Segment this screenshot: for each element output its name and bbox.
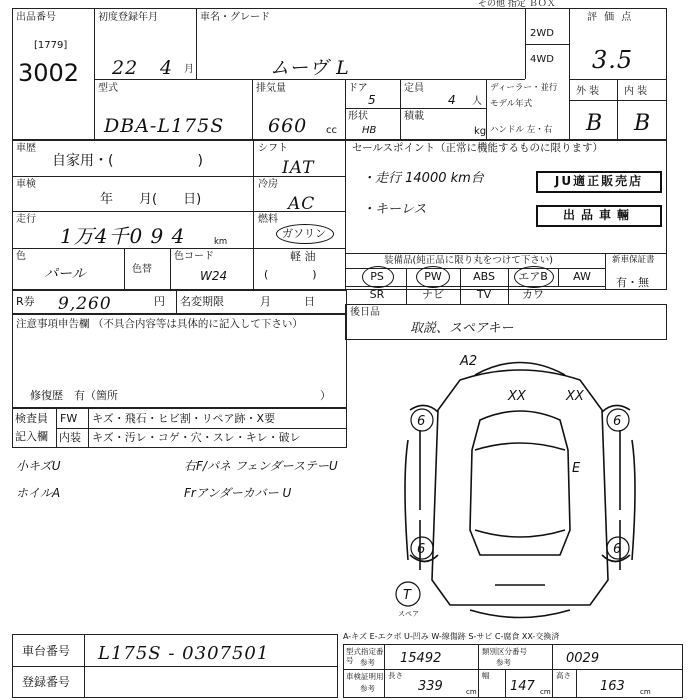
col-divider <box>525 44 569 45</box>
height-unit: cm <box>640 688 651 696</box>
bottom-divider <box>478 644 479 698</box>
bottom-divider <box>384 644 385 698</box>
pw-circle <box>416 266 450 288</box>
equip-abs: ABS <box>473 270 495 283</box>
exterior-grade: B <box>586 111 604 136</box>
repair-close: ） <box>320 389 331 402</box>
equip-leather: カワ <box>522 288 544 301</box>
height-label: 高さ <box>556 671 571 680</box>
interior-tag: 内装 <box>59 431 81 444</box>
name-change-label: 名変期限 <box>180 295 224 308</box>
yen-unit: 円 <box>154 295 165 308</box>
mark-6-rl: 6 <box>417 542 426 557</box>
displacement: 660 <box>268 115 308 137</box>
bottom-divider <box>84 634 85 698</box>
score: 3.5 <box>592 46 634 74</box>
selling-line1: ・走行 14000 km台 <box>362 171 484 186</box>
r-ken-label: R券 <box>16 295 35 308</box>
note-left1: 小キズU <box>16 459 61 473</box>
shift-label: シフト <box>258 143 288 154</box>
col-divider <box>345 108 486 109</box>
cert-label: 車検証明用 <box>346 672 384 681</box>
fuel-gas: ガソリン <box>282 227 326 240</box>
bottom-divider <box>552 644 553 698</box>
lot-no-label: 出品番号 <box>16 12 56 23</box>
legend: A-キズ E-エクボ U-凹み W-線傷跡 S-サビ C-腐食 XX-交換済 <box>343 632 560 641</box>
selling-label: セールスポイント（正常に機能するものに限ります） <box>352 142 604 154</box>
spec-divider <box>12 248 345 249</box>
length-unit: cm <box>466 688 477 696</box>
reg-label: 登録番号 <box>22 675 71 689</box>
ps-circle <box>362 266 394 288</box>
mark-6-rr: 6 <box>613 542 622 557</box>
spare-tire-label: スペア <box>398 610 419 618</box>
type-no-label: 型式指定番号 <box>346 647 384 665</box>
load-label: 積載 <box>404 111 424 122</box>
mileage-label: 走行 <box>16 214 36 225</box>
ju-stamp: JU適正販売店 <box>536 171 662 193</box>
car-diagram <box>380 340 660 625</box>
first-reg-year: 22 <box>112 57 139 79</box>
col-divider <box>94 8 95 140</box>
bottom-divider <box>576 669 577 698</box>
mark-6-fr: 6 <box>613 414 622 429</box>
bottom-divider <box>12 666 338 667</box>
inspector-label2: 記入欄 <box>15 430 48 443</box>
length: 339 <box>418 679 443 694</box>
color-label: 色 <box>16 251 26 262</box>
inspection-date: 年 月( 日) <box>100 192 202 207</box>
model-label: 型式 <box>98 83 118 94</box>
col-divider <box>196 8 197 79</box>
rear-goods-value: 取説、スペアキー <box>410 321 514 336</box>
cert-ref: 参考 <box>360 684 375 693</box>
equip-pw: PW <box>424 270 442 283</box>
interior-items: キズ・汚レ・コゲ・穴・スレ・キレ・破レ <box>92 431 301 444</box>
interior-label: 内 装 <box>624 86 648 97</box>
spare-tire-letter: T <box>403 588 411 603</box>
ac: AC <box>288 194 316 214</box>
equip-navi: ナビ <box>422 288 444 301</box>
lot-no: 3002 <box>18 59 80 87</box>
rear-goods-label: 後日品 <box>350 307 380 318</box>
handle-label: ハンドル 左・右 <box>490 125 553 135</box>
repair-label: 修復歴 有（箇所 <box>30 389 118 402</box>
dealer-label: ディーラー・並行 <box>490 83 558 93</box>
drive-2wd: 2WD <box>530 28 554 39</box>
model: DBA-L175S <box>104 115 225 137</box>
displacement-label: 排気量 <box>256 83 286 94</box>
shift: IAT <box>282 158 315 178</box>
chassis-label: 車台番号 <box>22 644 71 658</box>
col-divider <box>486 79 487 140</box>
name-grade-label: 車名・グレード <box>200 12 270 23</box>
score-divider <box>569 79 667 80</box>
capacity: 4 <box>448 93 456 107</box>
col-divider <box>252 79 253 140</box>
class-label: 類別区分番号 <box>482 647 527 656</box>
name-grade: ムーヴ L <box>270 57 350 79</box>
capacity-label: 定員 <box>404 83 424 94</box>
lot-code: [1779] <box>34 40 68 51</box>
inspection-label: 車検 <box>16 179 36 190</box>
spec-divider <box>345 253 667 254</box>
mark-e: E <box>572 461 581 476</box>
bottom-divider <box>343 669 683 670</box>
mileage: 1万4千0 9 4 <box>60 224 186 248</box>
fuel-paren: ( ) <box>264 268 317 281</box>
ac-label: 冷房 <box>258 179 278 190</box>
class-ref: 参考 <box>496 658 511 667</box>
col-divider <box>345 79 346 140</box>
spec-divider <box>124 248 125 290</box>
width-label: 幅 <box>482 671 490 680</box>
km-unit: km <box>214 237 228 247</box>
color: パール <box>44 266 86 282</box>
fw-items: キズ・飛石・ヒビ割・リペア跡・X要 <box>92 412 276 425</box>
color-change-label: 色替 <box>132 264 152 275</box>
doors-label: ドア <box>348 83 368 94</box>
equip-tv: TV <box>476 288 492 301</box>
selling-line2: ・キーレス <box>362 202 427 217</box>
mark-6-fl: 6 <box>417 414 426 429</box>
mark-a2: A2 <box>460 354 478 369</box>
month-unit: 月 <box>184 64 194 75</box>
col-divider <box>400 79 401 140</box>
mark-xx-2: XX <box>566 389 584 404</box>
listing-stamp: 出品車輛 <box>536 205 662 227</box>
drive-4wd: 4WD <box>530 54 554 65</box>
score-divider-2 <box>569 100 667 101</box>
inspector-label1: 検査員 <box>15 412 48 425</box>
spec-divider <box>170 248 171 290</box>
kg-unit: kg <box>474 126 487 137</box>
equip-airbag: エアB <box>518 270 548 283</box>
length-label: 長さ <box>388 671 403 680</box>
shape-label: 形状 <box>348 111 368 122</box>
history-label: 車歴 <box>16 143 36 154</box>
spec-divider <box>605 253 606 290</box>
equip-divider <box>406 268 407 304</box>
type-no: 15492 <box>400 651 442 666</box>
notes-label: 注意事項申告欄 （不具合内容等は具体的に記入して下さい） <box>16 318 303 330</box>
type-no-ref: 参考 <box>360 658 375 667</box>
cc-unit: cc <box>326 125 337 136</box>
airbag-circle <box>514 266 554 288</box>
warranty-label: 新車保証書 <box>612 255 655 265</box>
r-ken-value: 9,260 <box>58 294 112 314</box>
warranty-value: 有・無 <box>616 276 649 289</box>
equip-divider <box>558 268 559 286</box>
doors: 5 <box>368 93 376 107</box>
header-divider <box>94 79 525 80</box>
note-left2: ホイルA <box>16 486 61 500</box>
name-change-day: 日 <box>304 295 315 308</box>
chassis-number: L175S - 0307501 <box>98 643 270 664</box>
fuel-label: 燃料 <box>258 214 278 225</box>
height: 163 <box>600 679 625 694</box>
score-label: 評 価 点 <box>587 12 634 23</box>
color-code-label: 色コード <box>174 251 214 262</box>
note-right2: Frアンダーカバー U <box>184 486 292 500</box>
rken-divider <box>176 290 177 314</box>
fuel-circle <box>276 224 334 244</box>
interior-grade: B <box>634 111 652 136</box>
bottom-divider <box>505 669 506 698</box>
spec-divider <box>253 140 254 290</box>
equip-ps: PS <box>370 270 384 283</box>
first-reg-month: 4 <box>160 57 174 79</box>
top-right-cut-text: その他 指定 ＢＯＸ <box>478 0 556 9</box>
equip-sr: SR <box>369 288 385 301</box>
history: 自家用・( ) <box>52 153 203 169</box>
width-unit: cm <box>540 688 551 696</box>
model-year-label: モデル年式 <box>490 99 533 109</box>
equip-divider <box>508 268 509 304</box>
color-code: W24 <box>200 269 228 283</box>
shape: HB <box>362 125 377 136</box>
col-divider <box>569 8 570 140</box>
col-divider <box>617 79 618 140</box>
class-no: 0029 <box>566 651 600 666</box>
fw-label: FW <box>60 412 78 425</box>
fuel-light: 軽 油 <box>290 250 316 263</box>
mark-xx-1: XX <box>508 389 526 404</box>
equip-divider <box>460 268 461 304</box>
name-change-month: 月 <box>260 295 271 308</box>
equipment-label: 装備品(純正品に限り丸をつけて下さい) <box>384 255 553 266</box>
first-reg-label: 初度登録年月 <box>98 12 158 23</box>
note-right1: 右F/パネ フェンダーステーU <box>184 459 338 473</box>
equip-aw: AW <box>573 270 591 283</box>
exterior-label: 外 装 <box>576 86 600 97</box>
width: 147 <box>510 679 535 694</box>
inspector-divider <box>56 428 347 429</box>
person-unit: 人 <box>472 96 482 107</box>
